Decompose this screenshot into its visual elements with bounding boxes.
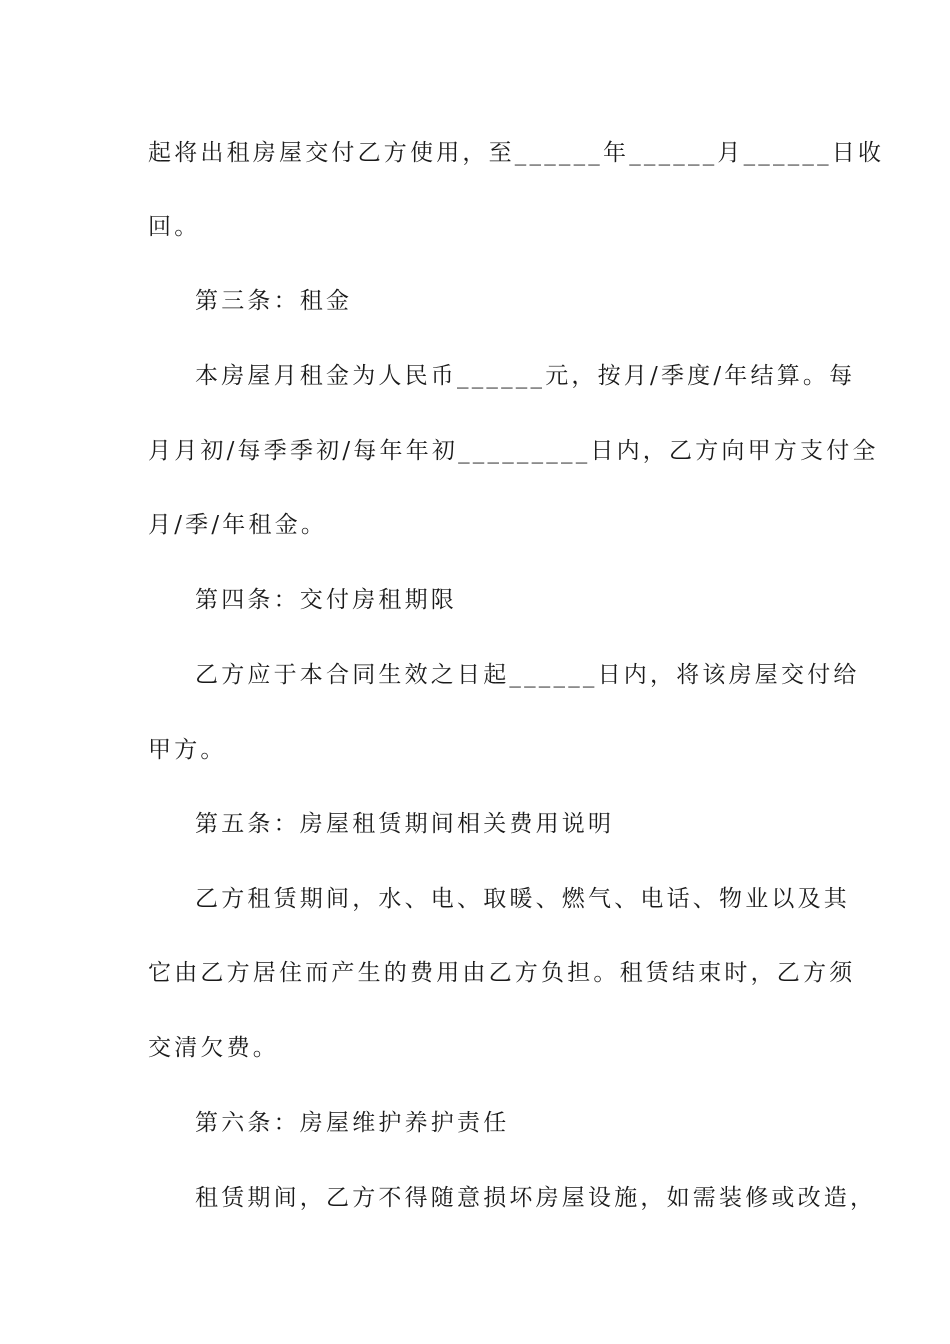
section-heading: 第六条：房屋维护养护责任 xyxy=(195,1110,510,1136)
text-line: 它由乙方居住而产生的费用由乙方负担。租赁结束时，乙方须 xyxy=(148,960,856,986)
section-heading: 第五条：房屋租赁期间相关费用说明 xyxy=(195,811,615,837)
text-line: 月月初/每季季初/每年年初_________日内，乙方向甲方支付全 xyxy=(148,438,879,464)
text-line: 租赁期间，乙方不得随意损坏房屋设施，如需装修或改造， xyxy=(195,1185,877,1211)
text-line: 回。 xyxy=(148,214,201,240)
section-heading: 第四条：交付房租期限 xyxy=(195,587,457,613)
text-line: 本房屋月租金为人民币______元，按月/季度/年结算。每 xyxy=(195,363,856,389)
text-line: 交清欠费。 xyxy=(148,1035,279,1061)
section-heading: 第三条：租金 xyxy=(195,288,353,314)
text-line: 月/季/年租金。 xyxy=(148,512,328,538)
text-line: 起将出租房屋交付乙方使用，至______年______月______日收 xyxy=(148,140,885,166)
text-line: 甲方。 xyxy=(148,737,227,763)
text-line: 乙方应于本合同生效之日起______日内，将该房屋交付给 xyxy=(195,662,860,688)
text-line: 乙方租赁期间，水、电、取暖、燃气、电话、物业以及其 xyxy=(195,886,850,912)
